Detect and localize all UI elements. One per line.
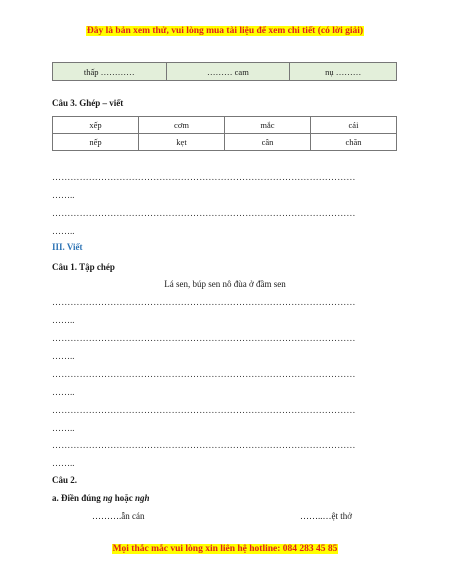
table-cell: xếp: [53, 117, 139, 134]
fill-item-right: ……..…ệt thở: [300, 511, 353, 521]
word-fill-table: [52, 62, 397, 81]
writing-line-end: ……..: [52, 387, 75, 397]
writing-line-end: ……..: [52, 458, 75, 468]
writing-line: ………………………………………………………………………………………: [52, 172, 356, 182]
fill-item-left: ……….ẫn cán: [92, 511, 145, 521]
table-cell: nếp: [53, 134, 139, 151]
table-cell: cái: [311, 117, 397, 134]
writing-line-end: ……..: [52, 190, 75, 200]
table-cell: ……… cam: [166, 63, 290, 81]
table-cell: kẹt: [139, 134, 225, 151]
cau3-title: Câu 3. Ghép – viết: [52, 98, 124, 108]
writing-line: ………………………………………………………………………………………: [52, 405, 356, 415]
cau2-title: Câu 2.: [52, 475, 78, 485]
section-heading: III. Viết: [52, 242, 83, 252]
table-cell: cân: [225, 134, 311, 151]
table-row: [53, 117, 397, 134]
table-cell: nụ ………: [290, 63, 397, 81]
table-cell: mắc: [225, 117, 311, 134]
writing-line-end: ……..: [52, 423, 75, 433]
writing-line: ………………………………………………………………………………………: [52, 369, 356, 379]
writing-line: ………………………………………………………………………………………: [52, 297, 356, 307]
writing-line-end: ……..: [52, 351, 75, 361]
writing-line: ………………………………………………………………………………………: [52, 208, 356, 218]
writing-line-end: ……..: [52, 315, 75, 325]
writing-line: ………………………………………………………………………………………: [52, 440, 356, 450]
preview-banner: Đây là bản xem thử, vui lòng mua tài liệu để xem chi tiết (có lời giải): [86, 26, 364, 36]
hotline-banner: Mọi thắc mắc vui lòng xin liên hệ hotline: 084 283 45 85: [112, 544, 338, 554]
word-match-table: [52, 116, 397, 151]
writing-line: ………………………………………………………………………………………: [52, 333, 356, 343]
writing-line-end: ……..: [52, 226, 75, 236]
table-cell: cơm: [139, 117, 225, 134]
copy-sentence: Lá sen, búp sen nô đùa ở đầm sen: [164, 279, 286, 289]
cau2a-instruction: a. Điền đúng ng hoặc ngh: [52, 493, 150, 503]
cau1-title: Câu 1. Tập chép: [52, 262, 115, 272]
table-cell: chăn: [311, 134, 397, 151]
table-cell: thấp …………: [53, 63, 167, 81]
table-row: [53, 134, 397, 151]
